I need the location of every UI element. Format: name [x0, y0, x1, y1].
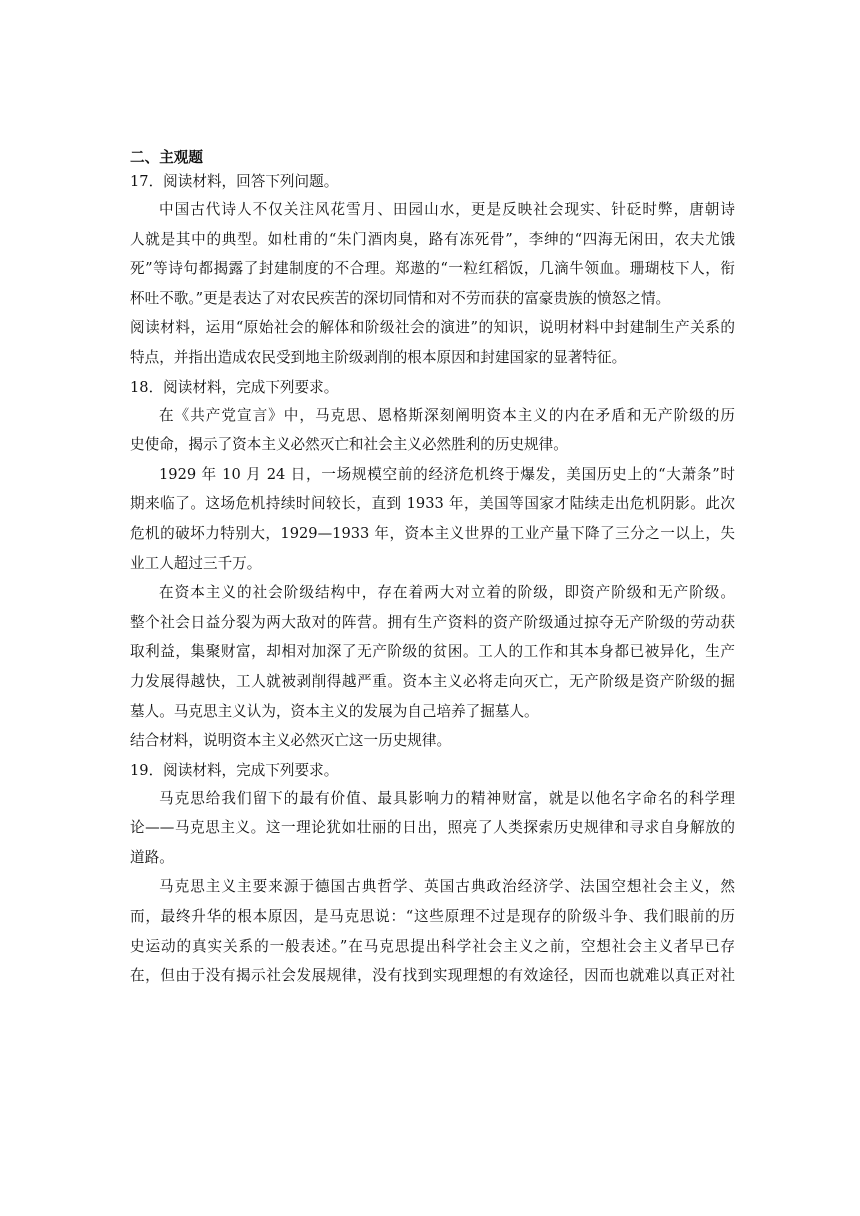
material-line: 期来临了。这场危机持续时间较长，直到 1933 年，美国等国家才陆续走出危机阴影。此次	[130, 495, 735, 513]
question-17-prompt	[130, 318, 735, 368]
material-line: 在，但由于没有揭示社会发展规律，没有找到实现理想的有效途径，因而也就难以真正对社	[130, 967, 735, 985]
material-line: 杯吐不歌。”更是表达了对农民疾苦的深切同情和对不劳而获的富豪贵族的愤怒之情。	[130, 289, 671, 307]
material-line: 史运动的真实关系的一般表述。”在马克思提出科学社会主义之前，空想社会主义者早已存	[130, 937, 735, 955]
material-line: 而，最终升华的根本原因，是马克思说：“这些原理不过是现存的阶级斗争、我们眼前的历	[130, 908, 735, 926]
prompt-line: 阅读材料，运用“原始社会的解体和阶级社会的演进”的知识，说明材料中封建制生产关系的	[130, 319, 735, 337]
material-line: 在资本主义的社会阶级结构中，存在着两大对立着的阶级，即资产阶级和无产阶级。	[159, 584, 735, 602]
material-line: 马克思给我们留下的最有价值、最具影响力的精神财富，就是以他名字命名的科学理	[159, 789, 735, 807]
prompt-line: 特点，并指出造成农民受到地主阶级剥削的根本原因和封建国家的显著特征。	[130, 348, 627, 366]
material-line: 道路。	[130, 848, 174, 866]
document-content	[130, 148, 735, 996]
question-17-title: 17．阅读材料，回答下列问题。	[130, 173, 339, 190]
question-18-material-2	[130, 465, 735, 574]
material-line: 人就是其中的典型。如杜甫的“朱门酒肉臭，路有冻死骨”，李绅的“四海无闲田，农夫尤饿	[130, 230, 735, 248]
material-line: 死”等诗句都揭露了封建制度的不合理。郑遨的“一粒红稻饭，几滴牛领血。珊瑚枝下人，衔	[130, 260, 735, 278]
material-line: 马克思主义主要来源于德国古典哲学、英国古典政治经济学、法国空想社会主义，然	[159, 878, 735, 896]
question-18-title: 18．阅读材料，完成下列要求。	[130, 378, 339, 396]
material-line: 业工人超过三千万。	[130, 554, 262, 572]
material-line: 在《共产党宣言》中，马克思、恩格斯深刻阐明资本主义的内在矛盾和无产阶级的历	[159, 406, 735, 424]
material-line: 取利益，集聚财富，却相对加深了无产阶级的贫困。工人的工作和其本身都已被异化，生产	[130, 643, 735, 661]
section-heading: 二、主观题	[130, 149, 203, 166]
question-19-material-2	[130, 877, 735, 986]
material-line: 整个社会日益分裂为两大敌对的阵营。拥有生产资料的资产阶级通过掠夺无产阶级的劳动获	[130, 613, 735, 631]
question-17-material	[130, 200, 735, 309]
question-18-material-1	[130, 406, 735, 456]
question-19-title: 19．阅读材料，完成下列要求。	[130, 761, 339, 779]
question-19-material-1	[130, 789, 735, 868]
material-line: 中国古代诗人不仅关注风花雪月、田园山水，更是反映社会现实、针砭时弊，唐朝诗	[159, 201, 735, 218]
material-line: 力发展得越快，工人就被剥削得越严重。资本主义必将走向灭亡，无产阶级是资产阶级的掘	[130, 672, 735, 690]
material-line: 1929 年 10 月 24 日，一场规模空前的经济危机终于爆发，美国历史上的“大萧条”时	[159, 465, 735, 483]
question-18-prompt: 结合材料，说明资本主义必然灭亡这一历史规律。	[130, 732, 452, 750]
question-18-material-3	[130, 583, 735, 721]
material-line: 论——马克思主义。这一理论犹如壮丽的日出，照亮了人类探索历史规律和寻求自身解放的	[130, 819, 735, 837]
material-line: 危机的破坏力特别大，1929—1933 年，资本主义世界的工业产量下降了三分之一以上，失	[130, 524, 735, 542]
material-line: 墓人。马克思主义认为，资本主义的发展为自己培养了掘墓人。	[130, 702, 539, 720]
material-line: 史使命，揭示了资本主义必然灭亡和社会主义必然胜利的历史规律。	[130, 436, 568, 454]
